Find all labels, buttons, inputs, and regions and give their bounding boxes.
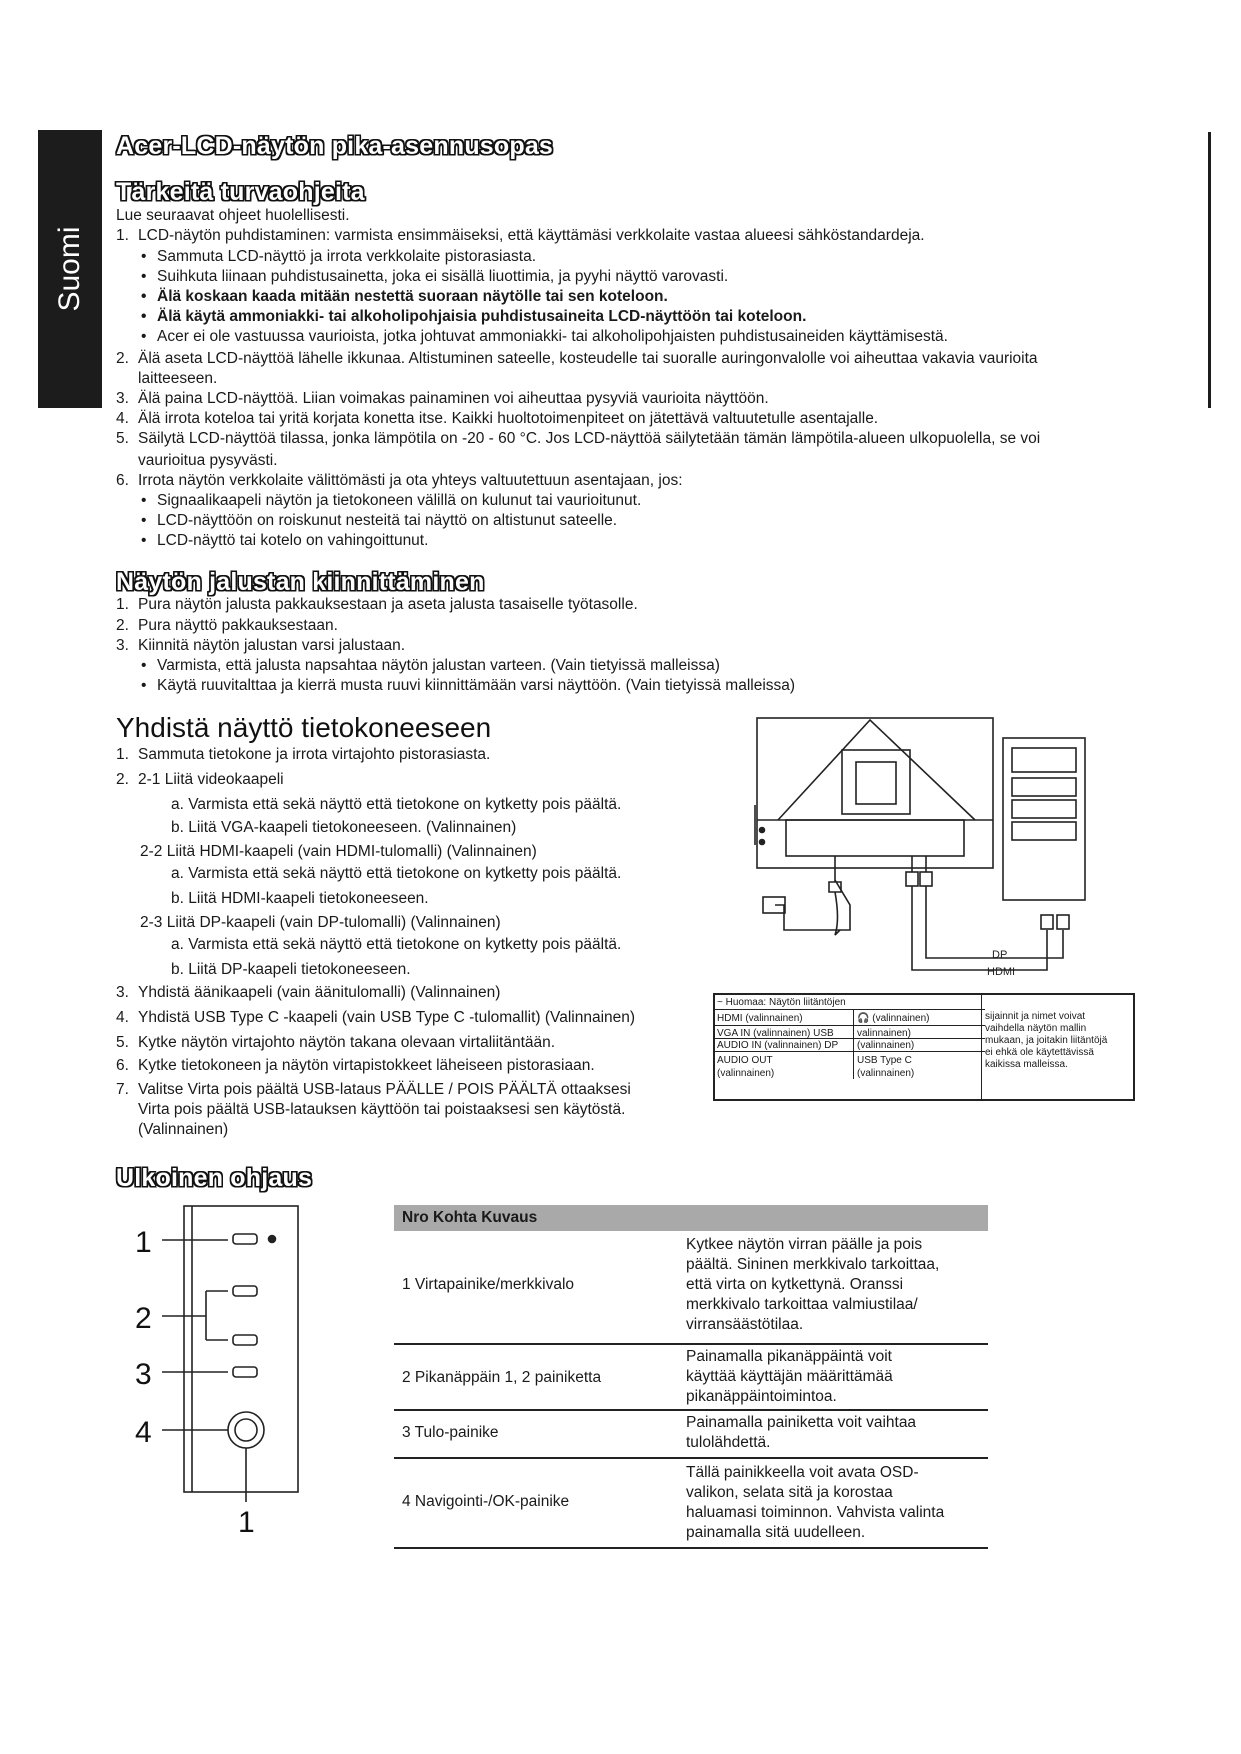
safety-item-1c: Älä koskaan kaada mitään nestettä suoraan näytölle tai sen koteloon.	[157, 288, 668, 305]
connect-step-2-1b: b. Liitä VGA-kaapeli tietokoneeseen. (Valinnainen)	[171, 819, 517, 836]
note-audio-dp-opt: (valinnainen)	[857, 1040, 915, 1051]
callout-1: 1	[135, 1226, 152, 1259]
connect-step-4: Yhdistä USB Type C -kaapeli (vain USB Type C -tulomallit) (Valinnainen)	[138, 1009, 636, 1026]
stand-step-1: Pura näytön jalusta pakkauksestaan ja aseta jalusta tasaiselle työtasolle.	[138, 596, 638, 613]
hdmi-label: HDMI	[987, 966, 1016, 978]
safety-item-4: Älä irrota koteloa tai yritä korjata konetta itse. Kaikki huoltotoimenpiteet on jätettävä valtuutetulle asentajalle.	[138, 410, 879, 427]
callout-3: 3	[135, 1358, 152, 1391]
stand-step-3: Kiinnitä näytön jalustan varsi jalustaan.	[138, 637, 406, 654]
stand-step-3b: Käytä ruuvitalttaa ja kierrä musta ruuvi kiinnittämään varsi näyttöön. (Vain tietyissä malleissa)	[157, 677, 796, 694]
note-usbc: USB Type C	[857, 1055, 912, 1066]
note-vga-usb: VGA IN (valinnainen) USB	[717, 1028, 834, 1039]
connect-step-2-3a: a. Varmista että sekä näyttö että tietokone on kytketty pois päältä.	[171, 936, 622, 953]
computer-tower	[1003, 738, 1085, 900]
safety-item-2: Älä aseta LCD-näyttöä lähelle ikkunaa. Altistuminen sateelle, kosteudelle tai suoralle auringonvalolle voi aiheuttaa vakavia vaurioita	[138, 350, 1038, 367]
connect-step-2-3: 2-3 Liitä DP-kaapeli (vain DP-tulomalli) (Valinnainen)	[140, 914, 501, 931]
stand-step-3a: Varmista, että jalusta napsahtaa näytön jalustan varteen. (Vain tietyissä malleissa)	[157, 657, 720, 674]
connect-step-2-3b: b. Liitä DP-kaapeli tietokoneeseen.	[171, 961, 411, 978]
connect-step-3: Yhdistä äänikaapeli (vain äänitulomalli) (Valinnainen)	[138, 984, 501, 1001]
note-r2: vaihdella näytön mallin	[985, 1023, 1087, 1034]
external-heading: Ulkoinen ohjaus	[116, 1164, 313, 1192]
safety-item-3: Älä paina LCD-näyttöä. Liian voimakas painaminen voi aiheuttaa pysyviä vaurioita näyttöön.	[138, 390, 769, 407]
safety-item-1: LCD-näytön puhdistaminen: varmista ensimmäiseksi, että käyttämäsi verkkolaite vastaa alueesi sähköstandardeja.	[138, 227, 925, 244]
note-r5: kaikissa malleissa.	[985, 1059, 1068, 1070]
note-usbc-opt: (valinnainen)	[857, 1068, 915, 1079]
safety-heading: Tärkeitä turvaohjeita	[116, 178, 365, 206]
note-r4: ei ehkä ole käytettävissä	[985, 1047, 1094, 1058]
table-row: 1 Virtapainike/merkkivalo Kytkee näytön virran päälle ja pois päältä. Sininen merkkivalo tarkoittaa, että virta on kytkettynä. Oranssi merkkivalo tarkoittaa valmiustilaa/ virransäästötilaa.	[394, 1231, 988, 1345]
table-row: 4 Navigointi-/OK-painike Tällä painikkeella voit avata OSD- valikon, selata sitä ja korostaa haluamasi toiminnon. Vahvista valinta painamalla sitä uudelleen.	[394, 1459, 988, 1549]
safety-item-1e: Acer ei ole vastuussa vaurioista, jotka johtuvat ammoniakki- tai alkoholipohjaisten puhdistusaineiden käyttämisestä.	[157, 328, 948, 345]
connect-step-2-2: 2-2 Liitä HDMI-kaapeli (vain HDMI-tulomalli) (Valinnainen)	[140, 843, 537, 860]
note-audio-out: AUDIO OUT	[717, 1055, 773, 1066]
dp-label: DP	[992, 949, 1008, 961]
table-row: 3 Tulo-painike Painamalla painiketta voit vaihtaa tulolähdettä.	[394, 1411, 988, 1459]
headphone-icon: 🎧	[857, 1013, 870, 1024]
stand-heading: Näytön jalustan kiinnittäminen	[116, 568, 485, 596]
language-label: Suomi	[53, 226, 86, 312]
note-r1: sijainnit ja nimet voivat	[985, 1011, 1086, 1022]
connect-step-2-1a: a. Varmista että sekä näyttö että tietokone on kytketty pois päältä.	[171, 796, 622, 813]
safety-item-1a: Sammuta LCD-näyttö ja irrota verkkolaite pistorasiasta.	[157, 248, 537, 265]
control-panel	[184, 1206, 298, 1492]
connect-step-2-2a: a. Varmista että sekä näyttö että tietokone on kytketty pois päältä.	[171, 865, 622, 882]
safety-item-2-cont: laitteeseen.	[138, 370, 218, 387]
note-title: ~ Huomaa: Näytön liitäntöjen	[717, 997, 846, 1008]
connector-note	[713, 993, 1135, 1101]
safety-item-6c: LCD-näyttö tai kotelo on vahingoittunut.	[157, 532, 429, 549]
stand-step-2: Pura näyttö pakkauksestaan.	[138, 617, 338, 634]
controls-table	[394, 1205, 988, 1549]
safety-item-6b: LCD-näyttöön on roiskunut nesteitä tai näyttö on altistunut sateelle.	[157, 512, 618, 529]
safety-item-6: Irrota näytön verkkolaite välittömästi ja ota yhteys valtuutettuun asentajaan, jos:	[138, 472, 683, 489]
callout-4: 4	[135, 1416, 152, 1449]
safety-item-5-cont: vaurioitua pysyvästi.	[138, 452, 278, 469]
table-row: 2 Pikanäppäin 1, 2 painiketta Painamalla pikanäppäintä voit käyttää käyttäjän määrittämää pikanäppäintoimintoa.	[394, 1345, 988, 1411]
monitor-back	[757, 718, 993, 868]
connect-step-7-cont: Virta pois päältä USB-latauksen käyttöön tai poistaaksesi sen käytöstä.	[138, 1101, 626, 1118]
table-header: Nro Kohta Kuvaus	[394, 1205, 988, 1231]
connect-step-2-1: 2-1 Liitä videokaapeli	[138, 771, 284, 788]
safety-intro: Lue seuraavat ohjeet huolellisesti.	[116, 207, 350, 224]
note-r3: mukaan, ja joitakin liitäntöjä	[985, 1035, 1108, 1046]
callout-1-bottom: 1	[238, 1506, 255, 1539]
connect-step-6: Kytke tietokoneen ja näytön virtapistokkeet läheiseen pistorasiaan.	[138, 1057, 595, 1074]
safety-item-6a: Signaalikaapeli näytön ja tietokoneen välillä on kulunut tai vaurioitunut.	[157, 492, 642, 509]
connect-step-7: Valitse Virta pois päältä USB-lataus PÄÄLLE / POIS PÄÄLTÄ ottaaksesi	[138, 1081, 631, 1098]
note-headphone: (valinnainen)	[872, 1013, 930, 1024]
note-audio-out-opt: (valinnainen)	[717, 1068, 775, 1079]
connect-step-1: Sammuta tietokone ja irrota virtajohto pistorasiasta.	[138, 746, 491, 763]
connect-step-2-2b: b. Liitä HDMI-kaapeli tietokoneeseen.	[171, 890, 429, 907]
note-hdmi: HDMI (valinnainen)	[717, 1013, 803, 1024]
safety-item-5: Säilytä LCD-näyttöä tilassa, jonka lämpötila on -20 - 60 °C. Jos LCD-näyttöä säilytetään tämän lämpötila-alueen ulkopuolella, se voi	[138, 430, 1041, 447]
connect-step-5: Kytke näytön virtajohto näytön takana olevaan virtaliitäntään.	[138, 1034, 556, 1051]
note-vga-usb-opt: valinnainen)	[857, 1028, 911, 1039]
callout-2: 2	[135, 1302, 152, 1335]
safety-item-1d: Älä käytä ammoniakki- tai alkoholipohjaisia puhdistusaineita LCD-näyttöön tai koteloon.	[157, 308, 807, 325]
note-audio-dp: AUDIO IN (valinnainen) DP	[717, 1040, 839, 1051]
page-title: Acer-LCD-näytön pika-asennusopas	[116, 132, 554, 160]
safety-item-1b: Suihkuta liinaan puhdistusainetta, joka ei sisällä liuottimia, ja pyyhi näyttö varovasti.	[157, 268, 729, 285]
connect-heading: Yhdistä näyttö tietokoneeseen	[116, 712, 492, 743]
connect-step-7-cont2: (Valinnainen)	[138, 1121, 229, 1138]
